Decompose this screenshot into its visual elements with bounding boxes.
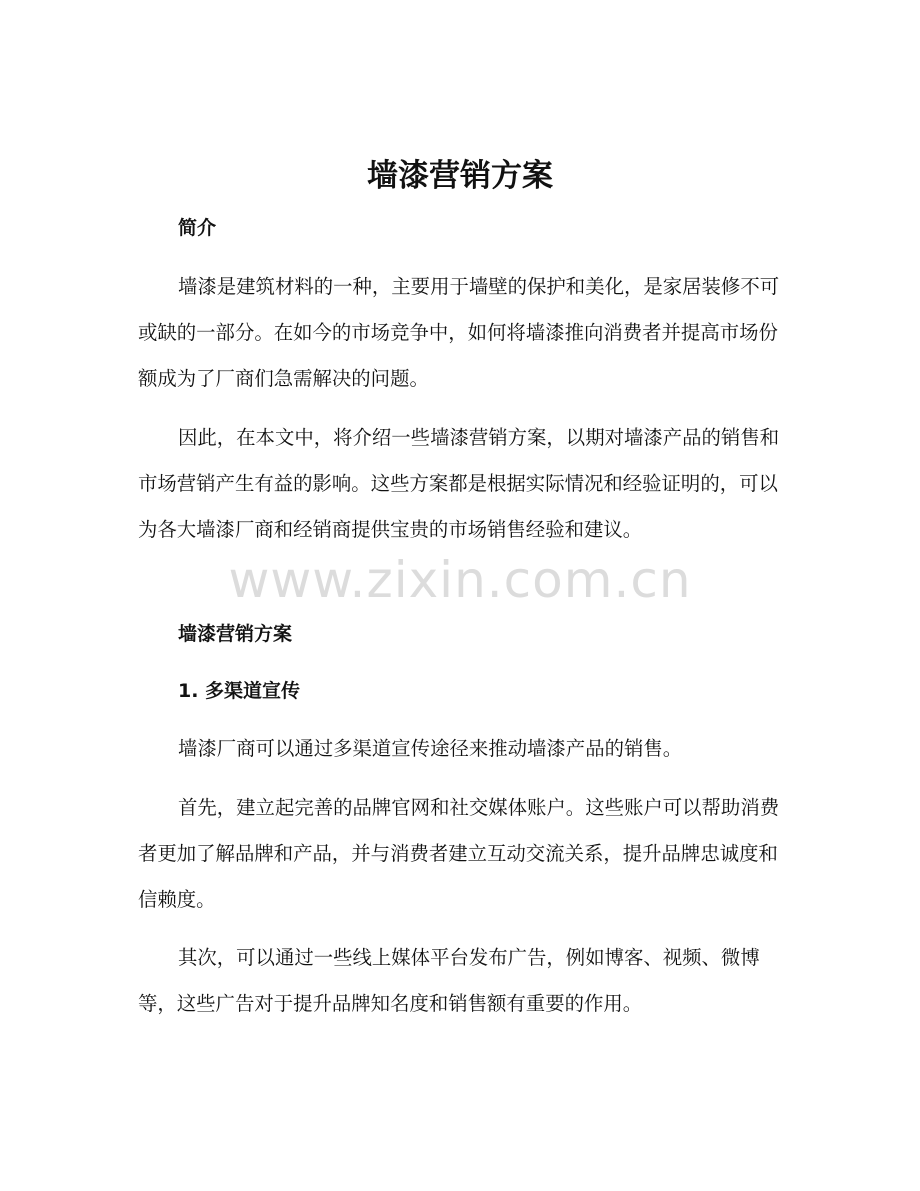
section-heading-multichannel: 1. 多渠道宣传 <box>178 680 301 702</box>
paragraph-multichannel-2: 首先，建立起完善的品牌官网和社交媒体账户。这些账户可以帮助消费者更加了解品牌和产品，并与消费者建立互动交流关系，提升品牌忠诚度和信赖度。 <box>138 796 780 911</box>
paragraph-intro-1: 墙漆是建筑材料的一种，主要用于墙壁的保护和美化，是家居装修不可或缺的一部分。在如今的市场竞争中，如何将墙漆推向消费者并提高市场份额成为了厂商们急需解决的问题。 <box>138 275 780 390</box>
paragraph-multichannel-1: 墙漆厂商可以通过多渠道宣传途径来推动墙漆产品的销售。 <box>178 737 683 760</box>
document-title: 墙漆营销方案 <box>367 158 553 194</box>
section-heading-intro: 简介 <box>178 217 217 239</box>
watermark-text: www.zixin.com.cn <box>228 551 692 609</box>
paragraph-intro-2: 因此，在本文中，将介绍一些墙漆营销方案，以期对墙漆产品的销售和市场营销产生有益的影响。这些方案都是根据实际情况和经验证明的，可以为各大墙漆厂商和经销商提供宝贵的市场销售经验和建议。 <box>138 426 780 541</box>
paragraph-multichannel-3: 其次，可以通过一些线上媒体平台发布广告，例如博客、视频、微博等，这些广告对于提升品牌知名度和销售额有重要的作用。 <box>138 946 760 1015</box>
section-heading-plan: 墙漆营销方案 <box>178 623 293 645</box>
